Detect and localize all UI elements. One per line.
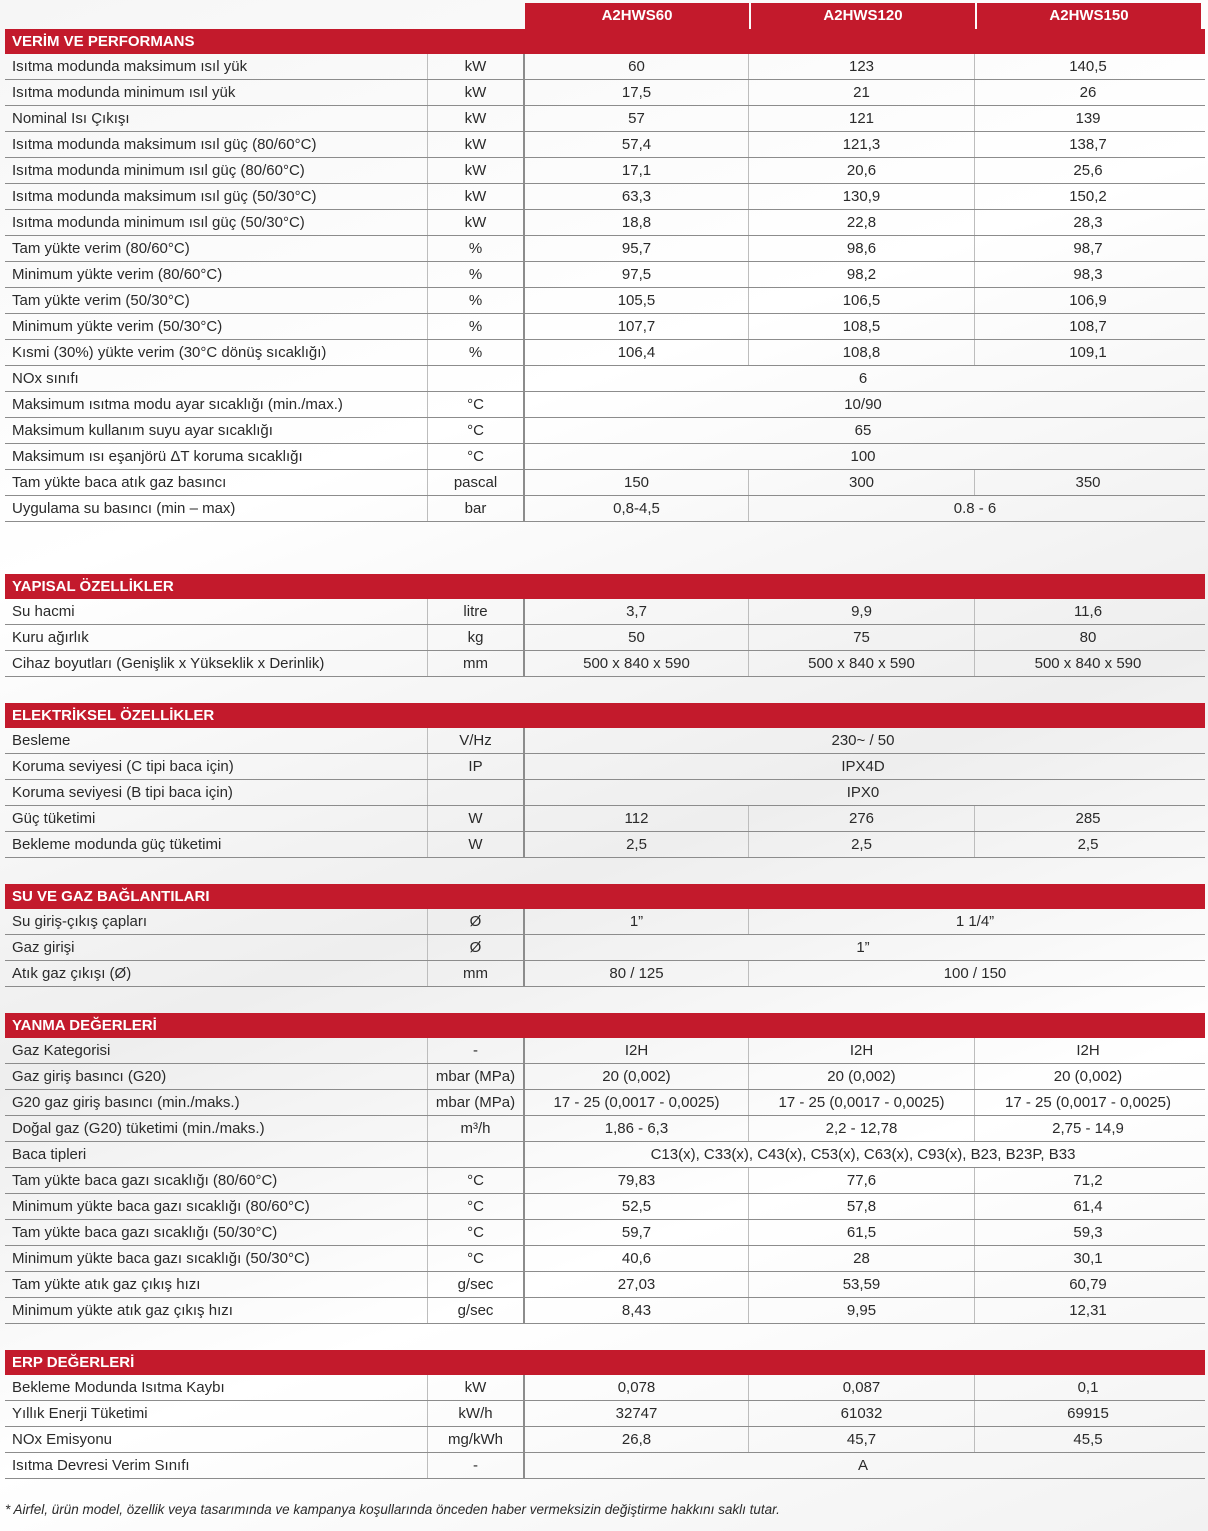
model-header: A2HWS60: [525, 3, 749, 29]
table-row: [5, 418, 1205, 444]
section-spacer: [5, 522, 1205, 574]
table-row: [5, 806, 1205, 832]
value-cell: 276: [749, 806, 975, 831]
row-unit: kW: [428, 132, 525, 157]
row-unit: °C: [428, 1220, 525, 1245]
row-unit: mm: [428, 651, 525, 676]
row-label: Tam yükte atık gaz çıkış hızı: [5, 1272, 428, 1297]
row-unit: g/sec: [428, 1298, 525, 1323]
table-row: [5, 340, 1205, 366]
table-row: [5, 392, 1205, 418]
table-row: [5, 1246, 1205, 1272]
row-label: Gaz Kategorisi: [5, 1038, 428, 1063]
value-cell: 350: [1075, 474, 1101, 491]
value-cell: 17 - 25 (0,0017 - 0,0025): [525, 1090, 749, 1115]
value-cell: 98,6: [749, 236, 975, 261]
row-unit: mg/kWh: [428, 1427, 525, 1452]
value-cell: 61032: [749, 1401, 975, 1426]
value-cell: 106,9: [1069, 292, 1107, 309]
value-cell: 22,8: [749, 210, 975, 235]
row-label: Besleme: [5, 728, 428, 753]
section-spacer: [5, 1324, 1205, 1350]
value-cell: IPX0: [846, 784, 880, 801]
value-cell: 57,8: [749, 1194, 975, 1219]
value-cell: 121,3: [749, 132, 975, 157]
value-cell: 105,5: [525, 288, 749, 313]
row-label: Yıllık Enerji Tüketimi: [5, 1401, 428, 1426]
value-cell: 18,8: [525, 210, 749, 235]
value-cell: 79,83: [525, 1168, 749, 1193]
row-unit: W: [428, 832, 525, 857]
row-unit: Ø: [428, 935, 525, 960]
table-row: [5, 651, 1205, 677]
table-row: [5, 106, 1205, 132]
row-label: Minimum yükte baca gazı sıcaklığı (50/30°C): [5, 1246, 428, 1271]
value-cell: 60: [525, 54, 749, 79]
table-row: [5, 625, 1205, 651]
value-cell: 3,7: [525, 599, 749, 624]
table-row: [5, 1453, 1205, 1479]
value-cell: 108,8: [749, 340, 975, 365]
model-header: A2HWS120: [751, 3, 975, 29]
value-cell: 63,3: [525, 184, 749, 209]
row-label: Atık gaz çıkışı (Ø): [5, 961, 428, 986]
value-cell: 69915: [1067, 1405, 1109, 1422]
value-cell: 0,087: [749, 1375, 975, 1400]
row-unit: °C: [428, 1194, 525, 1219]
table-row: [5, 1298, 1205, 1324]
value-cell: 2,2 - 12,78: [749, 1116, 975, 1141]
value-cell: 11,6: [1073, 603, 1103, 620]
value-cell: A: [857, 1457, 868, 1474]
row-unit: kW: [428, 54, 525, 79]
row-label: Minimum yükte verim (80/60°C): [5, 262, 428, 287]
row-unit: kg: [428, 625, 525, 650]
table-row: [5, 961, 1205, 987]
value-cell: 500 x 840 x 590: [749, 651, 975, 676]
row-label: Gaz giriş basıncı (G20): [5, 1064, 428, 1089]
table-row: [5, 54, 1205, 80]
table-row: [5, 366, 1205, 392]
table-row: [5, 599, 1205, 625]
value-cell: 60,79: [1069, 1276, 1107, 1293]
row-label: Kuru ağırlık: [5, 625, 428, 650]
value-cell: 300: [749, 470, 975, 495]
value-cell: 1”: [525, 909, 749, 934]
value-cell: 108,7: [1069, 318, 1107, 335]
value-cell: 139: [1075, 110, 1101, 127]
section-spacer: [5, 677, 1205, 703]
row-label: Tam yükte baca gazı sıcaklığı (50/30°C): [5, 1220, 428, 1245]
section-header: ERP DEĞERLERİ: [5, 1350, 1205, 1375]
value-cell: 57: [525, 106, 749, 131]
value-cell: 285: [1075, 810, 1101, 827]
value-cell: 20 (0,002): [525, 1064, 749, 1089]
table-row: [5, 132, 1205, 158]
value-cell: 28: [749, 1246, 975, 1271]
value-cell: 57,4: [525, 132, 749, 157]
table-row: [5, 728, 1205, 754]
row-label: Minimum yükte baca gazı sıcaklığı (80/60°C): [5, 1194, 428, 1219]
row-label: NOx Emisyonu: [5, 1427, 428, 1452]
table-row: [5, 832, 1205, 858]
value-cell: 59,3: [1073, 1224, 1103, 1241]
value-cell: 25,6: [1073, 162, 1103, 179]
row-unit: %: [428, 262, 525, 287]
row-label: Uygulama su basıncı (min – max): [5, 496, 428, 521]
value-cell: 106,4: [525, 340, 749, 365]
value-cell: 17,1: [525, 158, 749, 183]
value-cell: 1 1/4”: [955, 913, 995, 930]
footnote: * Airfel, ürün model, özellik veya tasarımında ve kampanya koşullarında önceden haber vermeksizin değiştirme hakkını saklı tutar.: [5, 1502, 780, 1517]
row-unit: litre: [428, 599, 525, 624]
value-cell: 61,4: [1073, 1198, 1103, 1215]
section-spacer: [5, 987, 1205, 1013]
table-row: [5, 1116, 1205, 1142]
section-header: SU VE GAZ BAĞLANTILARI: [5, 884, 1205, 909]
value-cell: 28,3: [1073, 214, 1103, 231]
value-cell: 130,9: [749, 184, 975, 209]
row-unit: °C: [428, 392, 525, 417]
row-unit: %: [428, 340, 525, 365]
value-cell: 0,8-4,5: [525, 496, 749, 521]
value-cell: 61,5: [749, 1220, 975, 1245]
value-cell: 77,6: [749, 1168, 975, 1193]
table-row: [5, 210, 1205, 236]
value-cell: 98,2: [749, 262, 975, 287]
value-cell: 121: [749, 106, 975, 131]
row-unit: °C: [428, 418, 525, 443]
table-row: [5, 288, 1205, 314]
value-cell: 20 (0,002): [1053, 1068, 1123, 1085]
value-cell: 0,1: [1077, 1379, 1099, 1396]
value-cell: 27,03: [525, 1272, 749, 1297]
value-cell: 75: [749, 625, 975, 650]
value-cell: 0,078: [525, 1375, 749, 1400]
value-cell: 2,5: [749, 832, 975, 857]
value-cell: 80: [1079, 629, 1097, 646]
row-unit: -: [428, 1453, 525, 1478]
value-cell: 112: [525, 806, 749, 831]
value-cell: I2H: [1076, 1042, 1100, 1059]
value-cell: 95,7: [525, 236, 749, 261]
row-label: Isıtma modunda maksimum ısıl güç (80/60°C): [5, 132, 428, 157]
value-cell: 65: [854, 422, 872, 439]
row-label: Tam yükte verim (50/30°C): [5, 288, 428, 313]
table-row: [5, 1401, 1205, 1427]
row-unit: kW: [428, 80, 525, 105]
row-unit: kW: [428, 106, 525, 131]
table-row: [5, 1272, 1205, 1298]
section-header: ELEKTRİKSEL ÖZELLİKLER: [5, 703, 1205, 728]
value-cell: 150,2: [1069, 188, 1107, 205]
row-label: Isıtma modunda minimum ısıl güç (50/30°C): [5, 210, 428, 235]
row-label: Cihaz boyutları (Genişlik x Yükseklik x Derinlik): [5, 651, 428, 676]
value-cell: 1,86 - 6,3: [525, 1116, 749, 1141]
row-label: Baca tipleri: [5, 1142, 428, 1167]
value-cell: 109,1: [1069, 344, 1107, 361]
row-unit: kW: [428, 1375, 525, 1400]
table-row: [5, 1064, 1205, 1090]
row-label: Isıtma modunda minimum ısıl güç (80/60°C): [5, 158, 428, 183]
value-cell: 0.8 - 6: [953, 500, 997, 517]
value-cell: I2H: [749, 1038, 975, 1063]
row-label: Isıtma modunda maksimum ısıl güç (50/30°C): [5, 184, 428, 209]
value-cell: 6: [858, 370, 868, 387]
table-row: [5, 444, 1205, 470]
row-unit: kW/h: [428, 1401, 525, 1426]
value-cell: 71,2: [1073, 1172, 1103, 1189]
row-label: G20 gaz giriş basıncı (min./maks.): [5, 1090, 428, 1115]
value-cell: I2H: [525, 1038, 749, 1063]
table-row: [5, 262, 1205, 288]
row-label: Gaz girişi: [5, 935, 428, 960]
row-unit: mm: [428, 961, 525, 986]
row-label: Tam yükte baca atık gaz basıncı: [5, 470, 428, 495]
value-cell: 32747: [525, 1401, 749, 1426]
value-cell: 1”: [856, 939, 870, 956]
row-label: Isıtma modunda maksimum ısıl yük: [5, 54, 428, 79]
row-unit: [428, 1142, 525, 1167]
value-cell: 100: [850, 448, 876, 465]
section-header: YAPISAL ÖZELLİKLER: [5, 574, 1205, 599]
value-cell: 53,59: [749, 1272, 975, 1297]
table-row: [5, 1168, 1205, 1194]
section-spacer: [5, 858, 1205, 884]
value-cell: 12,31: [1069, 1302, 1107, 1319]
table-row: [5, 909, 1205, 935]
value-cell: 138,7: [1069, 136, 1107, 153]
table-row: [5, 1090, 1205, 1116]
value-cell: 59,7: [525, 1220, 749, 1245]
value-cell: 98,3: [1073, 266, 1103, 283]
row-unit: °C: [428, 444, 525, 469]
value-cell: 98,7: [1073, 240, 1103, 257]
row-label: NOx sınıfı: [5, 366, 428, 391]
row-label: Maksimum kullanım suyu ayar sıcaklığı: [5, 418, 428, 443]
table-row: [5, 1375, 1205, 1401]
value-cell: 9,95: [749, 1298, 975, 1323]
value-cell: C13(x), C33(x), C43(x), C53(x), C63(x), C93(x), B23, B23P, B33: [650, 1146, 1076, 1163]
row-label: Minimum yükte verim (50/30°C): [5, 314, 428, 339]
row-unit: V/Hz: [428, 728, 525, 753]
value-cell: 26: [1079, 84, 1097, 101]
section-header: YANMA DEĞERLERİ: [5, 1013, 1205, 1038]
value-cell: 107,7: [525, 314, 749, 339]
row-unit: °C: [428, 1168, 525, 1193]
row-unit: kW: [428, 210, 525, 235]
value-cell: IPX4D: [841, 758, 885, 775]
value-cell: 2,5: [1077, 836, 1099, 853]
row-label: Su giriş-çıkış çapları: [5, 909, 428, 934]
row-unit: kW: [428, 184, 525, 209]
table-row: [5, 496, 1205, 522]
row-unit: pascal: [428, 470, 525, 495]
table-row: [5, 1038, 1205, 1064]
value-cell: 500 x 840 x 590: [1034, 655, 1142, 672]
model-header: A2HWS150: [977, 3, 1201, 29]
row-unit: g/sec: [428, 1272, 525, 1297]
row-label: Maksimum ısıtma modu ayar sıcaklığı (min./max.): [5, 392, 428, 417]
table-row: [5, 754, 1205, 780]
row-label: Tam yükte baca gazı sıcaklığı (80/60°C): [5, 1168, 428, 1193]
row-unit: W: [428, 806, 525, 831]
row-unit: Ø: [428, 909, 525, 934]
value-cell: 17,5: [525, 80, 749, 105]
value-cell: 17 - 25 (0,0017 - 0,0025): [749, 1090, 975, 1115]
row-label: Isıtma Devresi Verim Sınıfı: [5, 1453, 428, 1478]
row-unit: IP: [428, 754, 525, 779]
row-label: Koruma seviyesi (C tipi baca için): [5, 754, 428, 779]
model-header-row: [525, 3, 1205, 29]
row-label: Güç tüketimi: [5, 806, 428, 831]
spec-sections: [5, 29, 1205, 1479]
table-row: [5, 80, 1205, 106]
section-header: VERİM VE PERFORMANS: [5, 29, 1205, 54]
value-cell: 100 / 150: [943, 965, 1007, 982]
row-unit: kW: [428, 158, 525, 183]
row-label: Isıtma modunda minimum ısıl yük: [5, 80, 428, 105]
row-unit: -: [428, 1038, 525, 1063]
row-unit: °C: [428, 1246, 525, 1271]
value-cell: 150: [525, 470, 749, 495]
table-row: [5, 1220, 1205, 1246]
row-label: Koruma seviyesi (B tipi baca için): [5, 780, 428, 805]
table-row: [5, 1142, 1205, 1168]
value-cell: 8,43: [525, 1298, 749, 1323]
row-unit: mbar (MPa): [428, 1090, 525, 1115]
value-cell: 17 - 25 (0,0017 - 0,0025): [1005, 1094, 1171, 1111]
table-row: [5, 780, 1205, 806]
value-cell: 123: [749, 54, 975, 79]
table-row: [5, 314, 1205, 340]
row-unit: [428, 780, 525, 805]
value-cell: 40,6: [525, 1246, 749, 1271]
row-label: Bekleme Modunda Isıtma Kaybı: [5, 1375, 428, 1400]
row-label: Su hacmi: [5, 599, 428, 624]
row-label: Maksimum ısı eşanjörü ΔT koruma sıcaklığı: [5, 444, 428, 469]
value-cell: 45,7: [749, 1427, 975, 1452]
row-label: Tam yükte verim (80/60°C): [5, 236, 428, 261]
row-label: Bekleme modunda güç tüketimi: [5, 832, 428, 857]
row-label: Minimum yükte atık gaz çıkış hızı: [5, 1298, 428, 1323]
row-unit: mbar (MPa): [428, 1064, 525, 1089]
value-cell: 21: [749, 80, 975, 105]
table-row: [5, 184, 1205, 210]
table-row: [5, 935, 1205, 961]
value-cell: 10/90: [844, 396, 882, 413]
row-unit: [428, 366, 525, 391]
value-cell: 50: [525, 625, 749, 650]
row-unit: m³/h: [428, 1116, 525, 1141]
value-cell: 106,5: [749, 288, 975, 313]
value-cell: 26,8: [525, 1427, 749, 1452]
value-cell: 500 x 840 x 590: [525, 651, 749, 676]
row-label: Kısmi (30%) yükte verim (30°C dönüş sıcaklığı): [5, 340, 428, 365]
value-cell: 80 / 125: [525, 961, 749, 986]
value-cell: 30,1: [1073, 1250, 1103, 1267]
row-unit: %: [428, 236, 525, 261]
value-cell: 20,6: [749, 158, 975, 183]
table-row: [5, 158, 1205, 184]
row-label: Nominal Isı Çıkışı: [5, 106, 428, 131]
value-cell: 97,5: [525, 262, 749, 287]
value-cell: 108,5: [749, 314, 975, 339]
value-cell: 2,5: [525, 832, 749, 857]
table-row: [5, 236, 1205, 262]
value-cell: 140,5: [1069, 58, 1107, 75]
row-unit: %: [428, 314, 525, 339]
row-unit: %: [428, 288, 525, 313]
row-label: Doğal gaz (G20) tüketimi (min./maks.): [5, 1116, 428, 1141]
value-cell: 230~ / 50: [831, 732, 895, 749]
value-cell: 2,75 - 14,9: [1052, 1120, 1124, 1137]
table-row: [5, 1194, 1205, 1220]
spec-table: [5, 3, 1205, 1479]
value-cell: 52,5: [525, 1194, 749, 1219]
value-cell: 20 (0,002): [749, 1064, 975, 1089]
table-row: [5, 470, 1205, 496]
value-cell: 9,9: [749, 599, 975, 624]
value-cell: 45,5: [1073, 1431, 1103, 1448]
table-row: [5, 1427, 1205, 1453]
row-unit: bar: [428, 496, 525, 521]
